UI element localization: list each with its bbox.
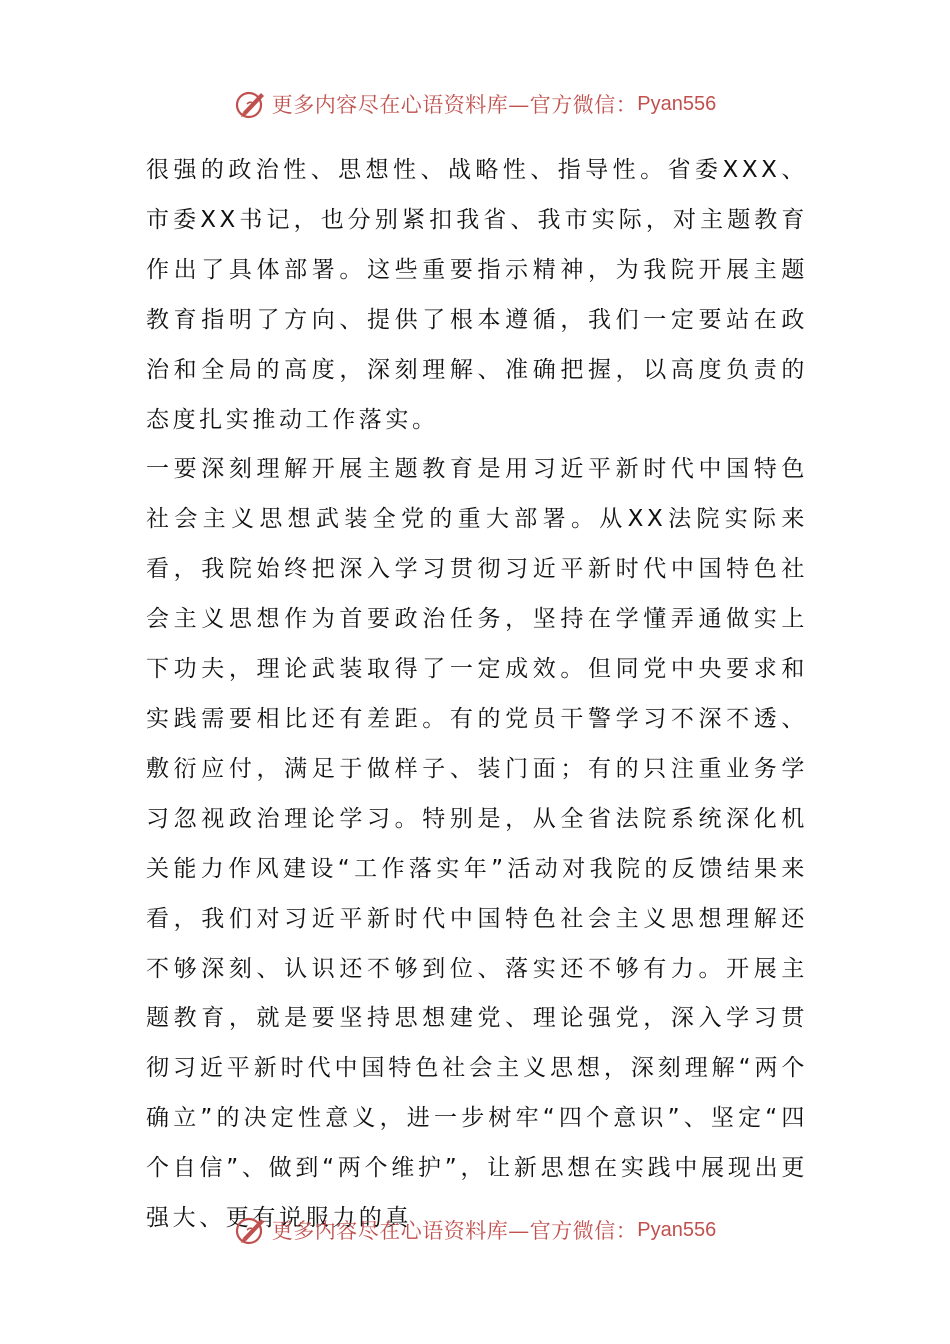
paragraph-2: 一要深刻理解开展主题教育是用习近平新时代中国特色社会主义思想武装全党的重大部署。从XX法院实际来看，我院始终把深入学习贯彻习近平新时代中国特色社会主义思想作为首要政治任务，坚持在学懂弄通做实上下功夫，理论武装取得了一定成效。但同党中央要求和实践需要相比还有差距。有的党员干警学习不深不透、敷衍应付，满足于做样子、装门面；有的只注重业务学习忽视政治理论学习。特别是，从全省法院系统深化机关能力作风建设“工作落实年”活动对我院的反馈结果来看，我们对习近平新时代中国特色社会主义思想理解还不够深刻、认识还不够到位、落实还不够有力。开展主题教育，就是要坚持思想建党、理论强党，深入学习贯彻习近平新时代中国特色社会主义思想，深刻理解“两个确立”的决定性意义，进一步树牢“四个意识”、坚定“四个自信”、做到“两个维护”，让新思想在实践中展现出更强大、更有说服力的真 (146, 456, 808, 1232)
footer-banner-text: 更多内容尽在心语资料库—官方微信： (271, 1219, 638, 1243)
pen-logo-icon (234, 1213, 268, 1247)
footer-wechat-id: Pyan556 (637, 1218, 717, 1241)
header-wechat-id: Pyan556 (637, 92, 717, 115)
document-body (146, 146, 808, 1244)
header-banner (0, 84, 950, 124)
footer-banner (0, 1210, 950, 1250)
header-banner-text: 更多内容尽在心语资料库—官方微信： (271, 93, 638, 117)
pen-logo-icon (234, 87, 268, 121)
paragraph-1: 很强的政治性、思想性、战略性、指导性。省委XXX、市委XX书记，也分别紧扣我省、我市实际，对主题教育作出了具体部署。这些重要指示精神，为我院开展主题教育指明了方向、提供了根本遵循，我们一定要站在政治和全局的高度，深刻理解、准确把握，以高度负责的态度扎实推动工作落实。 (146, 157, 808, 433)
